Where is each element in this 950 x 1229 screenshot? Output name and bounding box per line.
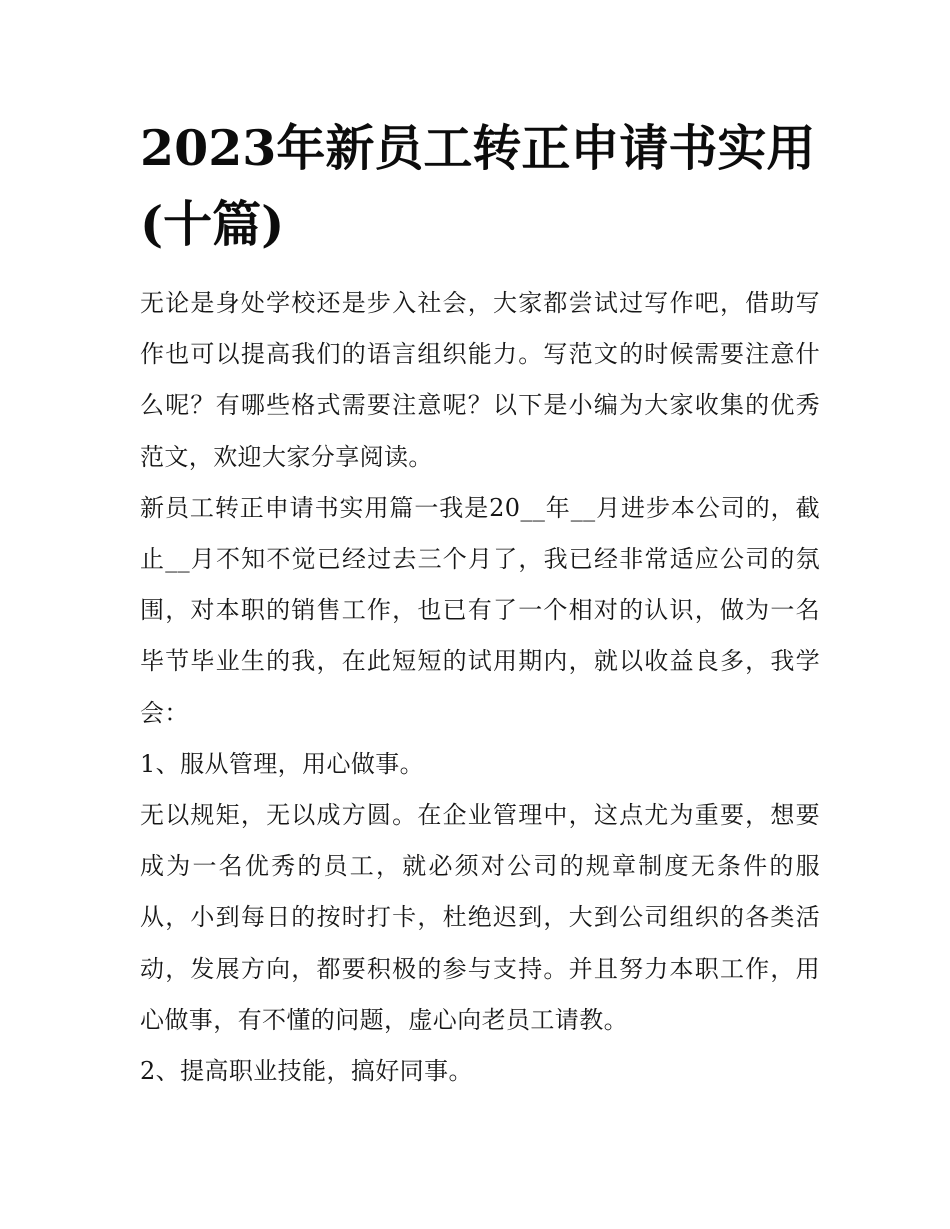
paragraph-article-one-opening: 新员工转正申请书实用篇一我是20__年__月进步本公司的，截止__月不知不觉已经过去三个月了，我已经非常适应公司的氛围，对本职的销售工作，也已有了一个相对的认识，做为一名毕节毕业生的我，在此短短的试用期内，就以收益良多，我学会：	[140, 493, 820, 727]
paragraph-point-one-body: 无以规矩，无以成方圆。在企业管理中，这点尤为重要，想要成为一名优秀的员工，就必须对公司的规章制度无条件的服从，小到每日的按时打卡，杜绝迟到，大到公司组织的各类活动，发展方向，都要积极的参与支持。并且努力本职工作，用心做事，有不懂的问题，虚心向老员工请教。	[140, 801, 820, 1034]
paragraph-point-one-heading: 1、服从管理，用心做事。	[140, 749, 425, 778]
paragraph-intro: 无论是身处学校还是步入社会，大家都尝试过写作吧，借助写作也可以提高我们的语言组织能力。写范文的时候需要注意什么呢？有哪些格式需要注意呢？以下是小编为大家收集的优秀范文，欢迎大家分享阅读。	[140, 289, 820, 471]
document-body	[140, 278, 820, 1097]
paragraph-point-two-heading: 2、提高职业技能，搞好同事。	[140, 1057, 473, 1086]
document-title: 2023年新员工转正申请书实用(十篇)	[140, 119, 816, 253]
